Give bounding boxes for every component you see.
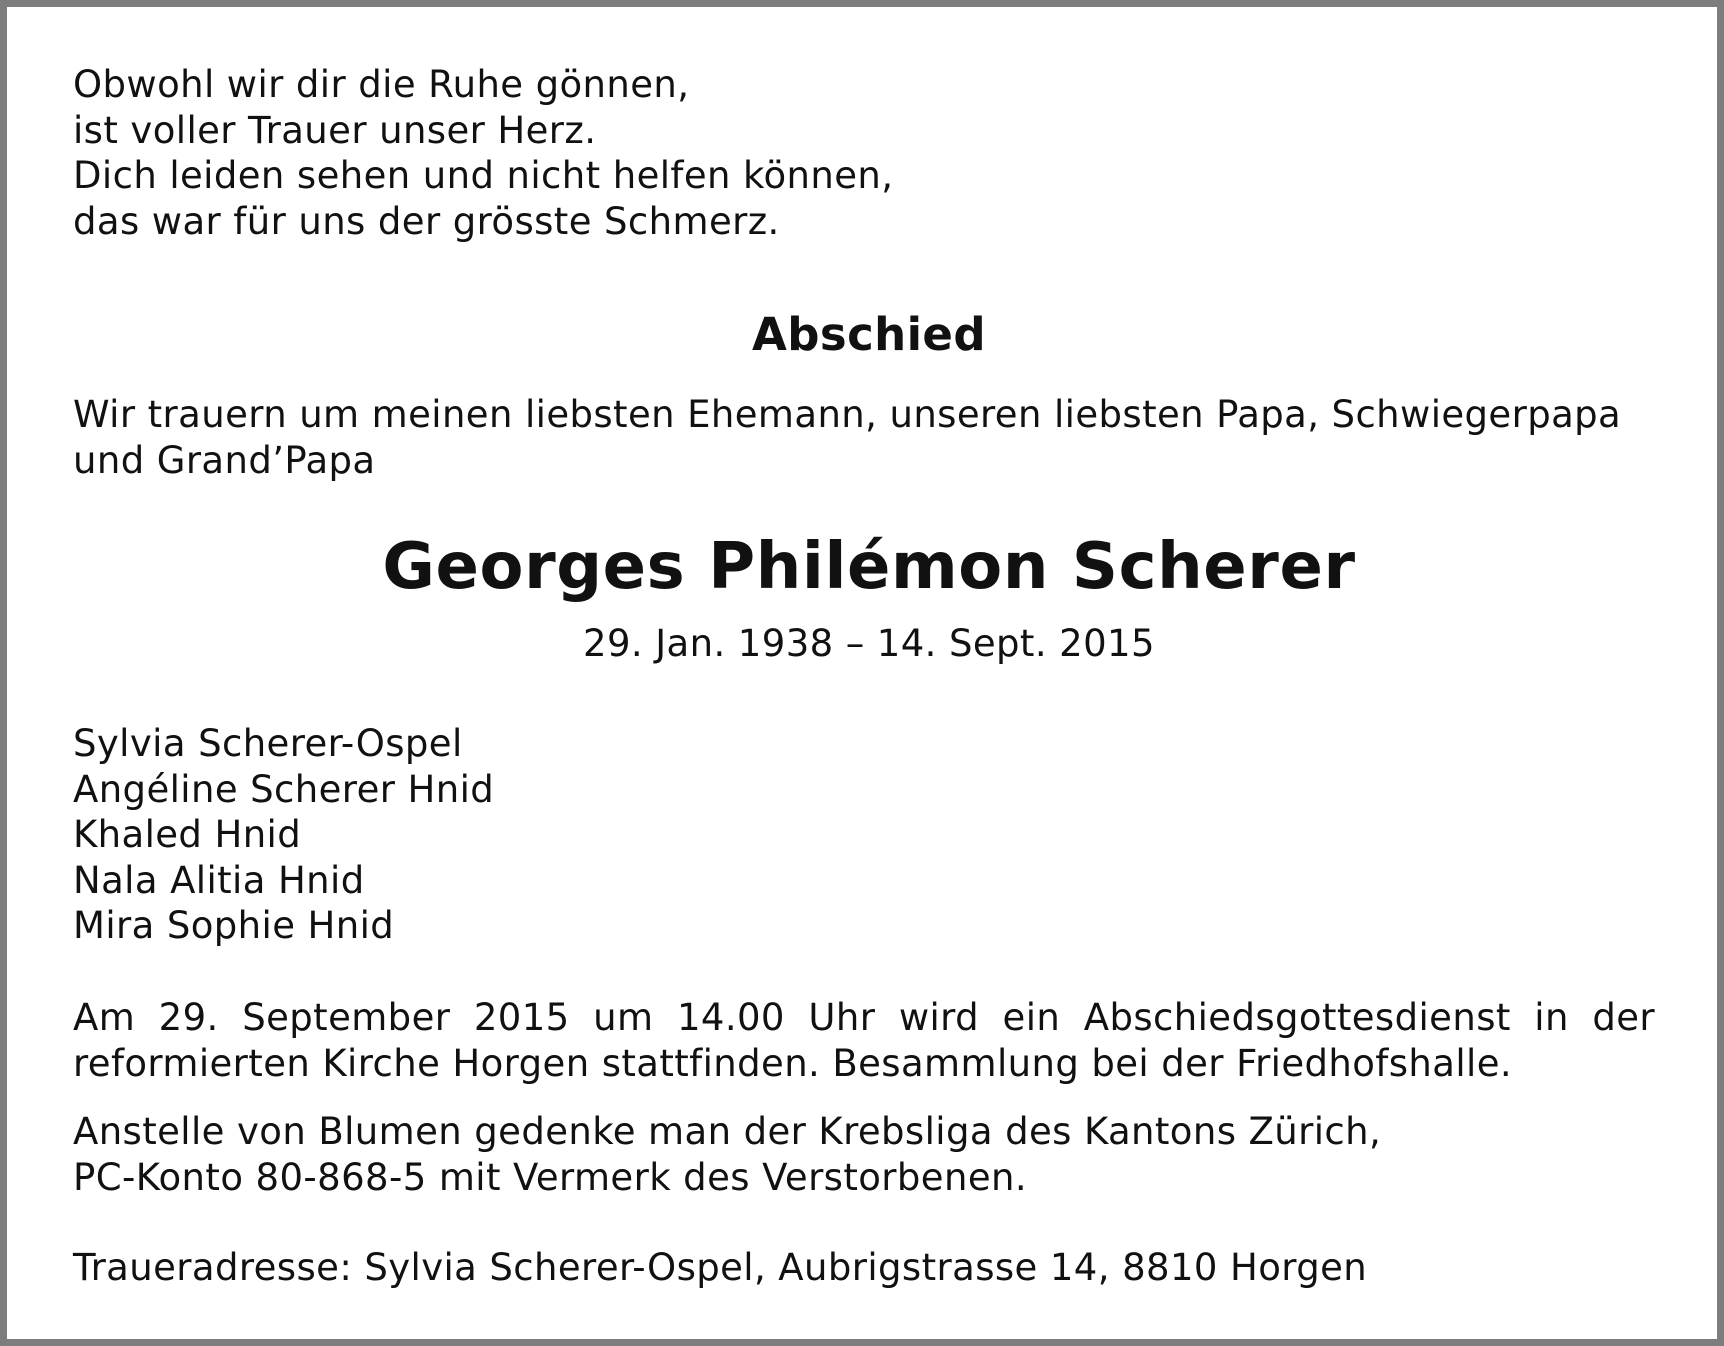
poem-line: ist voller Trauer unser Herz. xyxy=(73,108,597,152)
poem-line: Dich leiden sehen und nicht helfen können, xyxy=(73,154,894,197)
family-member: Mira Sophie Hnid xyxy=(73,904,395,947)
deceased-name: Georges Philémon Scherer xyxy=(382,530,1356,604)
poem-line: Obwohl wir dir die Ruhe gönnen, xyxy=(73,63,690,106)
poem-line: das war für uns der grösste Schmerz. xyxy=(73,199,780,243)
family-member: Angéline Scherer Hnid xyxy=(73,767,495,811)
family-member: Nala Alitia Hnid xyxy=(73,858,365,902)
mourning-statement-line: und Grand’Papa xyxy=(73,438,376,482)
family-member: Khaled Hnid xyxy=(73,813,302,856)
memorial-poem xyxy=(73,62,893,244)
mourning-statement xyxy=(73,392,1621,483)
family-member: Sylvia Scherer-Ospel xyxy=(73,722,463,765)
donation-line: PC-Konto 80-868-5 mit Vermerk des Verstorbenen. xyxy=(73,1155,1027,1199)
mourning-statement-line: Wir trauern um meinen liebsten Ehemann, unseren liebsten Papa, Schwiegerpapa xyxy=(73,393,1622,436)
family-list xyxy=(73,721,494,949)
donation-note xyxy=(73,1109,1381,1200)
life-dates: 29. Jan. 1938 – 14. Sept. 2015 xyxy=(583,622,1155,665)
mourning-address: Traueradresse: Sylvia Scherer-Ospel, Aubrigstrasse 14, 8810 Horgen xyxy=(73,1246,1368,1289)
service-announcement xyxy=(73,995,1655,1086)
service-line: reformierten Kirche Horgen stattfinden. Besammlung bei der Friedhofshalle. xyxy=(73,1041,1513,1085)
service-line: Am 29. September 2015 um 14.00 Uhr wird ein Abschiedsgottesdienst in der xyxy=(73,996,1655,1039)
notice-heading: Abschied xyxy=(752,308,986,361)
donation-line: Anstelle von Blumen gedenke man der Krebsliga des Kantons Zürich, xyxy=(73,1110,1382,1153)
